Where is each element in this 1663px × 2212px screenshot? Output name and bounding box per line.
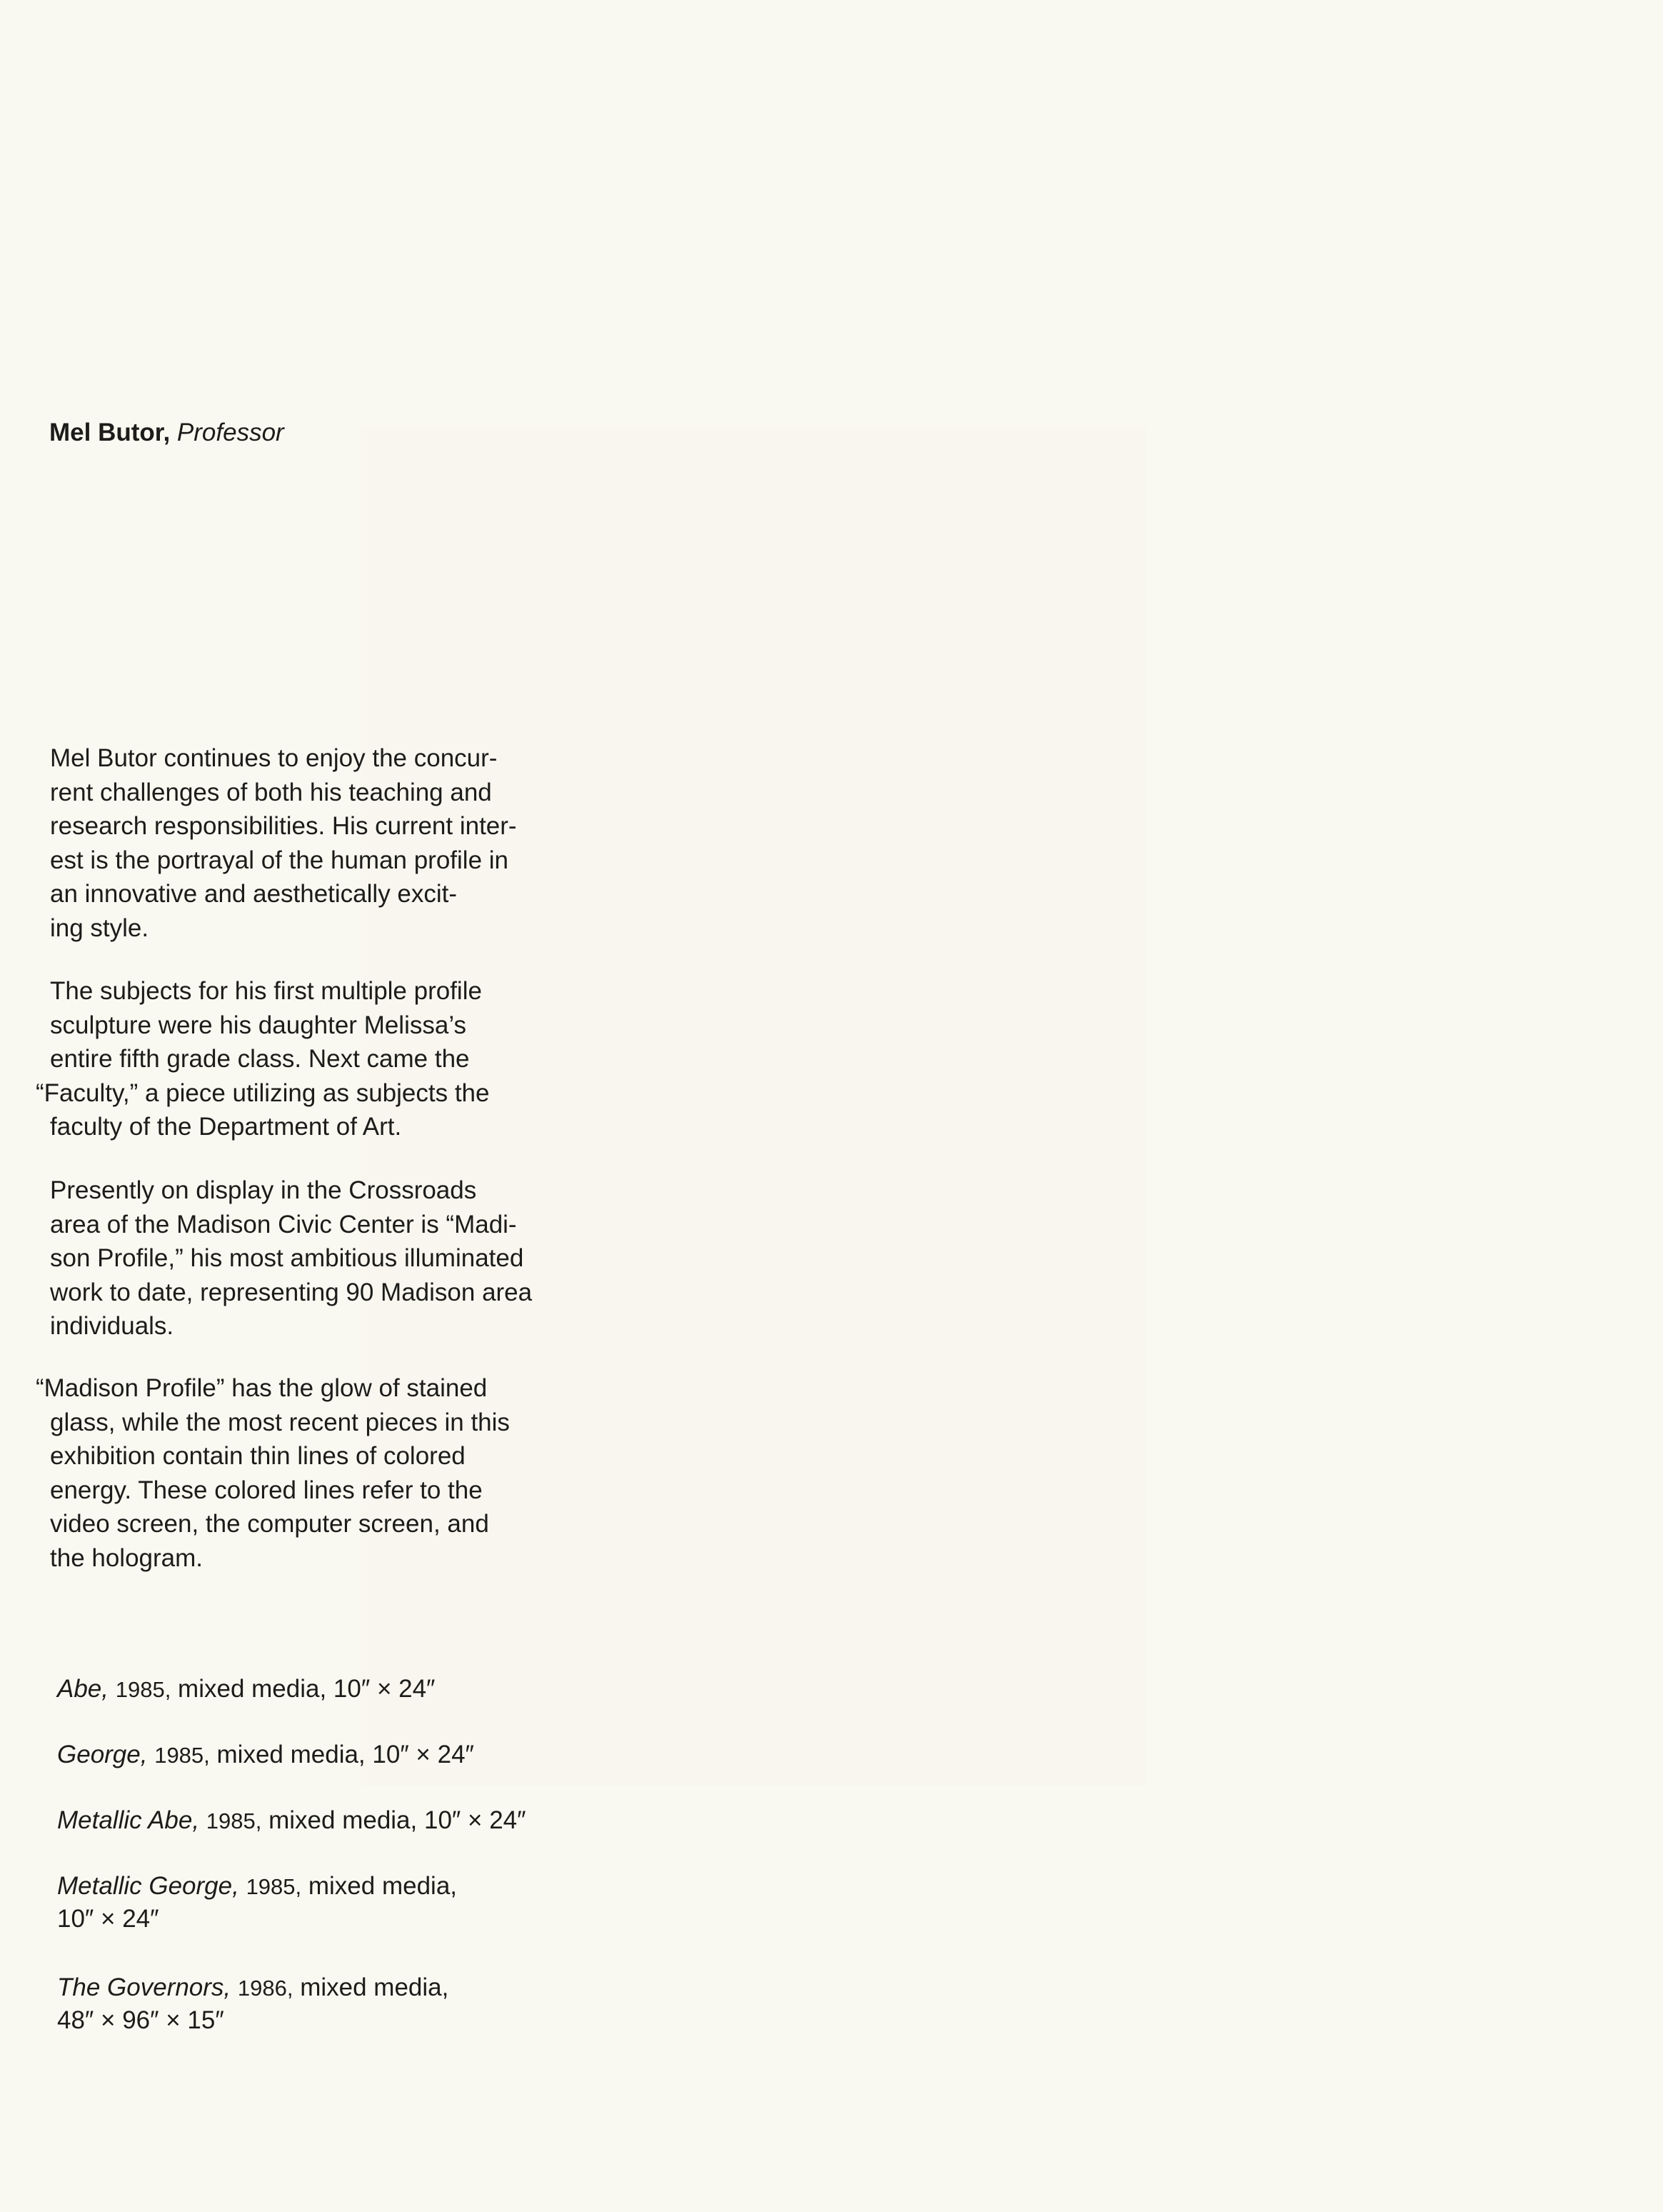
work-medium: mixed media,	[216, 1741, 366, 1768]
text-line: energy. These colored lines refer to the	[50, 1476, 483, 1504]
bio-paragraph-2	[36, 974, 490, 1144]
artist-title: Professor	[176, 419, 284, 446]
work-title: Abe,	[57, 1675, 109, 1703]
work-title: George,	[57, 1741, 148, 1768]
text-line: faculty of the Department of Art.	[50, 1113, 402, 1141]
text-line: entire fifth grade class. Next came the	[50, 1045, 470, 1074]
work-year: 1985,	[246, 1874, 302, 1899]
text-line: an innovative and aesthetically excit-	[50, 880, 458, 909]
work-year: 1985,	[206, 1808, 262, 1833]
text-line: Mel Butor continues to enjoy the concur-	[50, 744, 498, 772]
text-line: individuals.	[50, 1312, 174, 1341]
text-line: sculpture were his daughter Melissa’s	[50, 1011, 466, 1039]
work-medium: mixed media,	[268, 1806, 418, 1834]
work-item	[57, 1673, 435, 1706]
work-dimensions: 10″ × 24″	[423, 1806, 526, 1834]
work-title: Metallic Abe,	[57, 1806, 200, 1834]
work-item	[57, 1870, 457, 1936]
text-line: work to date, representing 90 Madison area	[50, 1278, 533, 1306]
text-line: area of the Madison Civic Center is “Madi-	[50, 1210, 517, 1238]
work-item	[57, 1971, 448, 2037]
artist-name: Mel Butor,	[49, 419, 171, 446]
text-line: est is the portrayal of the human profile in	[50, 846, 509, 874]
work-year: 1986,	[237, 1976, 293, 2001]
text-line: “Madison Profile” has the glow of stained	[36, 1374, 488, 1402]
work-medium: mixed media,	[300, 1973, 449, 2001]
text-line: son Profile,” his most ambitious illuminated	[50, 1244, 524, 1273]
work-title: The Governors,	[57, 1973, 231, 2001]
work-dimensions: 48″ × 96″ × 15″	[57, 2006, 224, 2034]
text-line: the hologram.	[50, 1543, 204, 1572]
text-line: “Faculty,” a piece utilizing as subjects the	[36, 1079, 490, 1107]
text-line: rent challenges of both his teaching and	[50, 778, 492, 806]
work-title: Metallic George,	[57, 1872, 239, 1900]
text-line: ing style.	[50, 914, 149, 942]
text-line: Presently on display in the Crossroads	[50, 1176, 477, 1204]
work-year: 1985,	[115, 1677, 171, 1702]
text-line: research responsibilities. His current inter-	[50, 812, 517, 841]
work-item	[57, 1804, 526, 1838]
text-line: The subjects for his first multiple profile	[50, 977, 482, 1005]
work-dimensions: 10″ × 24″	[372, 1741, 474, 1768]
bio-paragraph-1	[50, 741, 517, 946]
work-item	[57, 1738, 474, 1772]
work-dimensions: 10″ × 24″	[57, 1905, 159, 1933]
work-dimensions: 10″ × 24″	[333, 1675, 436, 1703]
work-year: 1985,	[154, 1743, 210, 1768]
work-medium: mixed media,	[178, 1675, 327, 1703]
text-line: exhibition contain thin lines of colored	[50, 1442, 466, 1471]
text-line: glass, while the most recent pieces in this	[50, 1408, 510, 1436]
work-medium: mixed media,	[308, 1872, 458, 1900]
artist-heading	[49, 416, 284, 450]
bio-paragraph-4	[36, 1371, 510, 1576]
bio-paragraph-3	[50, 1173, 532, 1343]
text-line: video screen, the computer screen, and	[50, 1510, 489, 1538]
